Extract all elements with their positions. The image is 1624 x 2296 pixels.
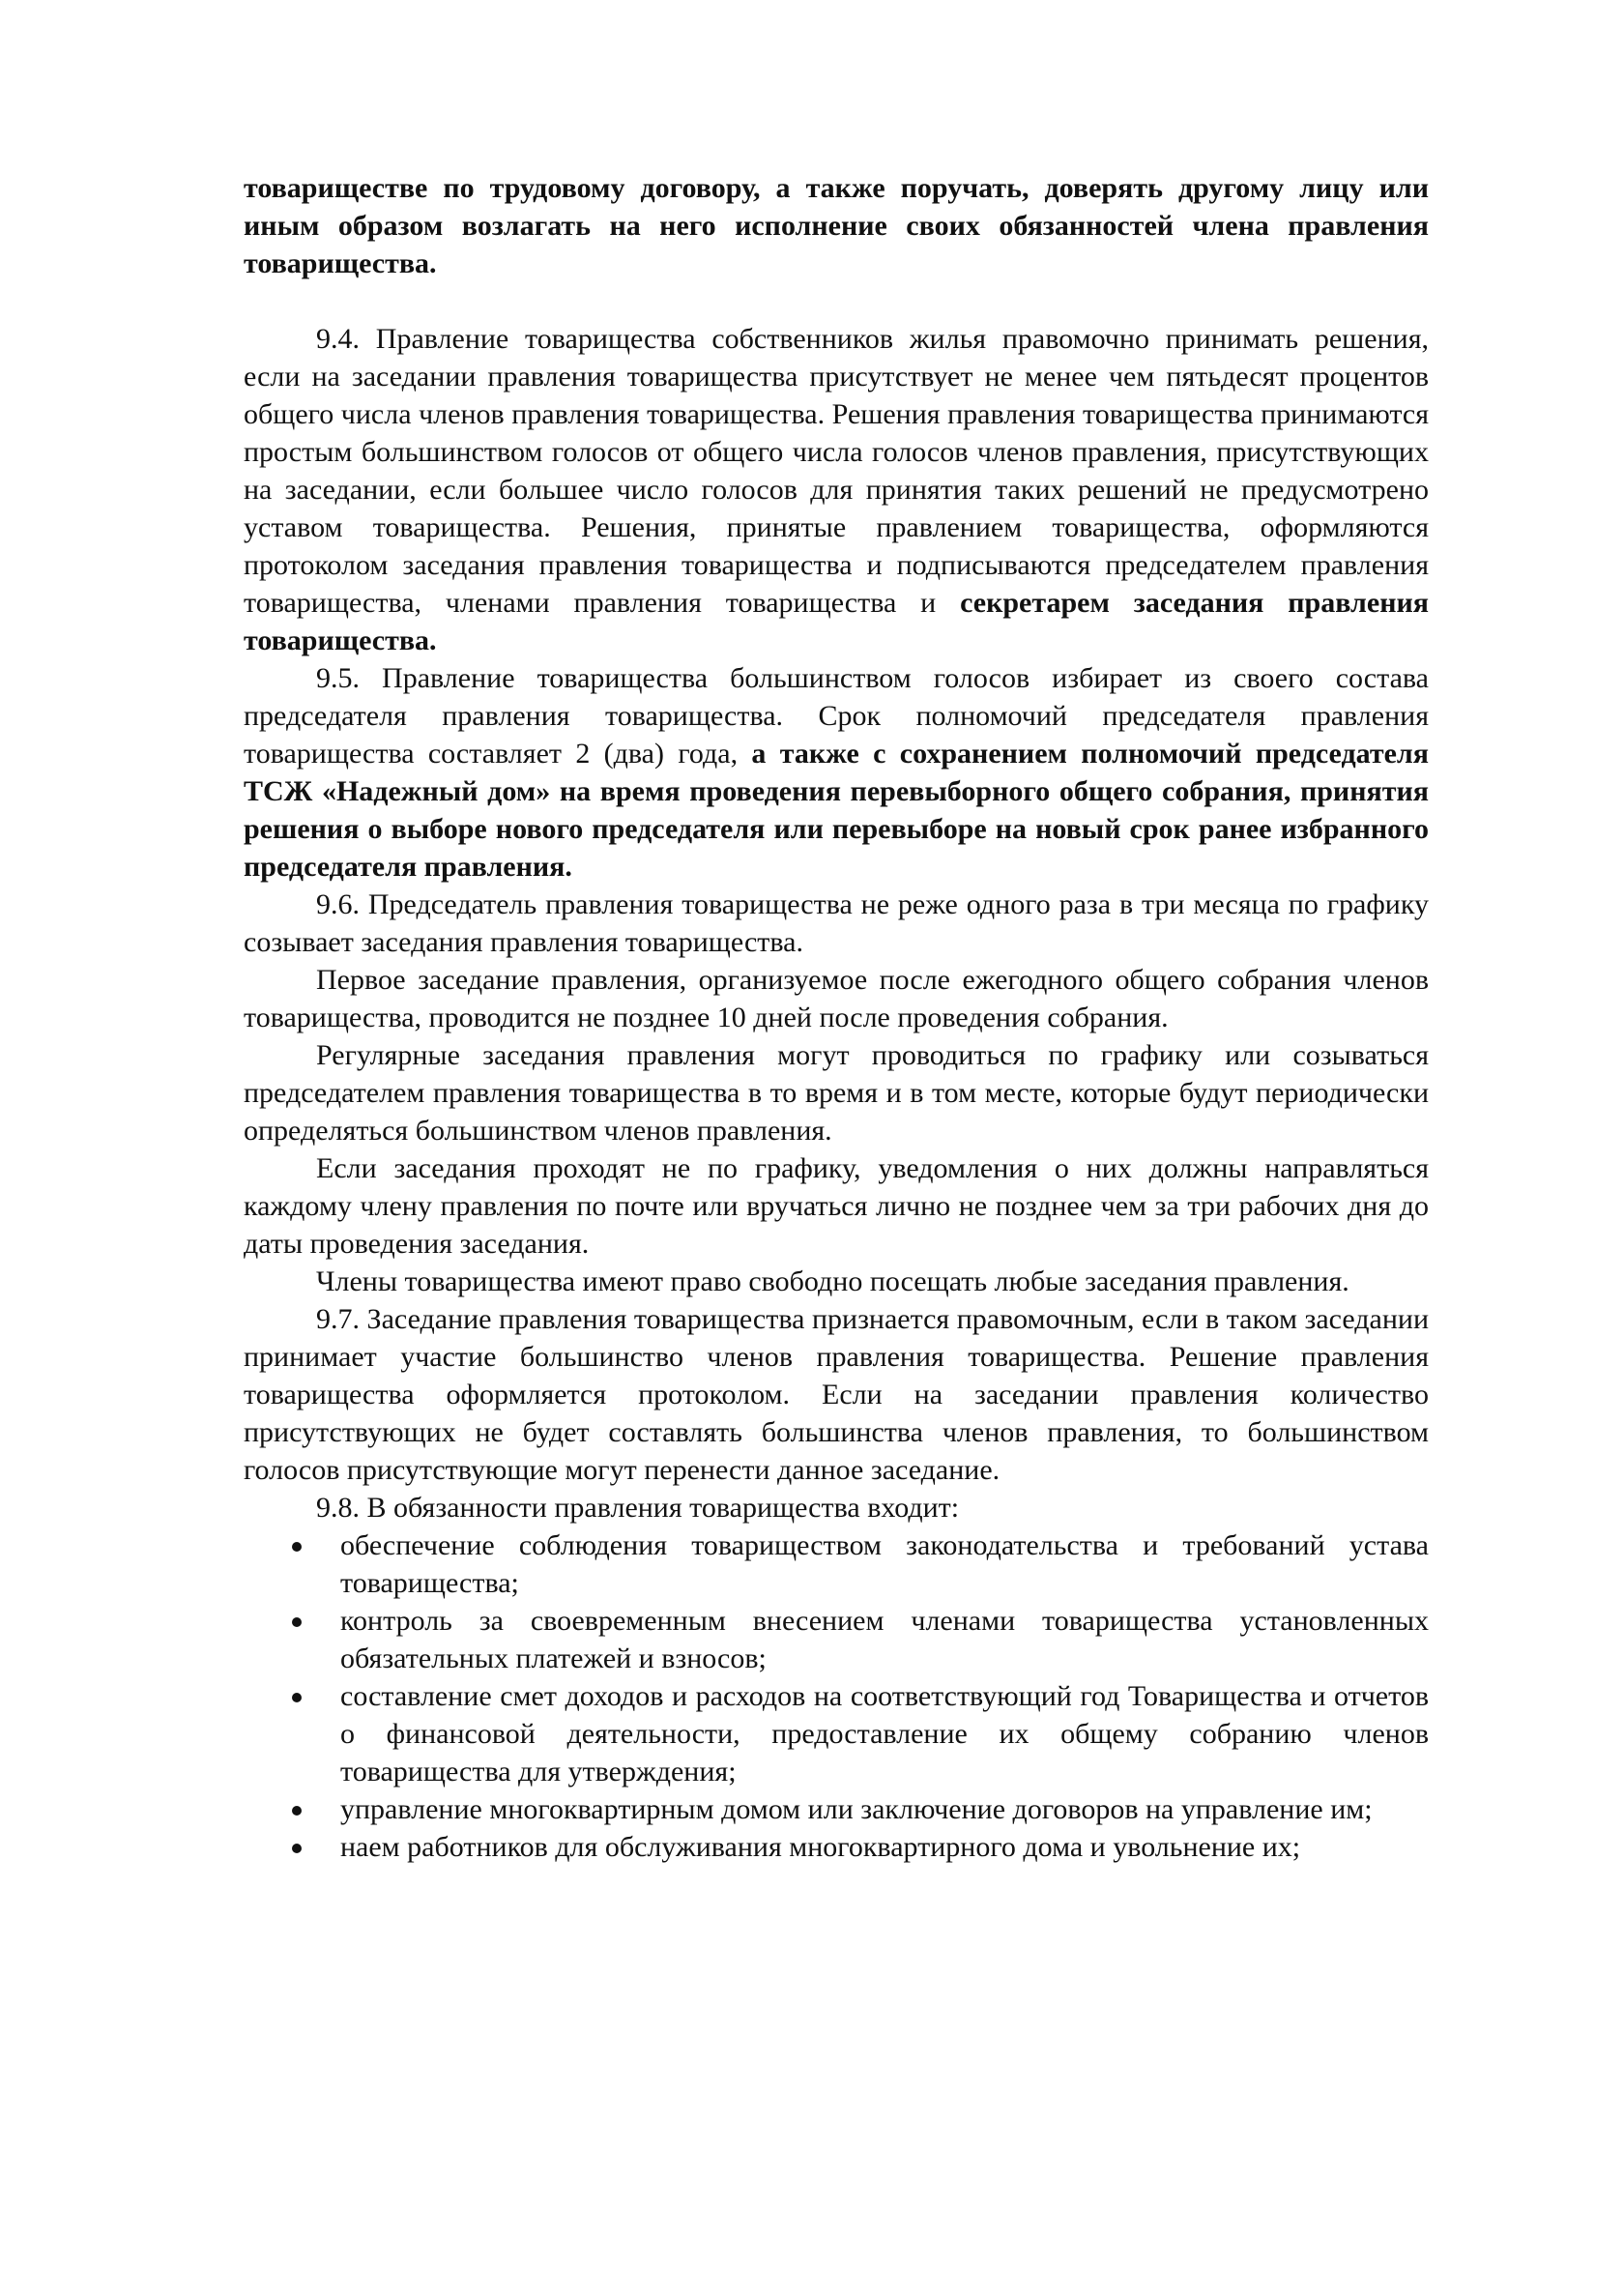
list-item	[244, 1526, 1429, 1602]
list-item-text: составление смет доходов и расходов на соответствующий год Товарищества и отчетов о финансовой деятельности, предоставление их общему собранию членов товарищества для утверждения;	[340, 1680, 1429, 1787]
paragraph-9-5-bold: а также с сохранением полномочий председателя ТСЖ «Надежный дом» на время проведения перевыборного общего собрания, принятия решения о выборе нового председателя или перевыборе на новый срок ранее избранного председателя правления.	[244, 738, 1429, 883]
paragraph-9-5	[244, 659, 1429, 886]
paragraph-regular-meetings: Регулярные заседания правления могут проводиться по графику или созываться председателем правления товарищества в то время и в том месте, которые будут периодически определяться большинством членов правления.	[244, 1039, 1429, 1147]
bullet-icon	[292, 1617, 302, 1627]
bullet-icon	[292, 1693, 302, 1702]
document-body	[244, 169, 1429, 1866]
paragraph-notifications: Если заседания проходят не по графику, уведомления о них должны направляться каждому члену правления по почте или вручаться лично не позднее чем за три рабочих дня до даты проведения заседания.	[244, 1152, 1429, 1260]
paragraph-9-5-text: 9.5. Правление товарищества большинством голосов избирает из своего состава председателя правления товарищества. Срок полномочий председателя правления товарищества составляет 2 (два) года,	[244, 662, 1429, 770]
list-item	[244, 1828, 1429, 1866]
list-item	[244, 1677, 1429, 1790]
paragraph-9-4	[244, 320, 1429, 659]
intro-paragraph: товариществе по трудовому договору, а также поручать, доверять другому лицу или иным образом возлагать на него исполнение своих обязанностей члена правления товарищества.	[244, 172, 1429, 279]
paragraph-9-6: 9.6. Председатель правления товарищества не реже одного раза в три месяца по графику созывает заседания правления товарищества.	[244, 888, 1429, 958]
duties-list	[244, 1526, 1429, 1866]
paragraph-9-8: 9.8. В обязанности правления товарищества входит:	[316, 1492, 960, 1524]
paragraph-9-4-text: 9.4. Правление товарищества собственников жилья правомочно принимать решения, если на заседании правления товарищества присутствует не менее чем пятьдесят процентов общего числа членов правления товарищества. Решения правления товарищества принимаются простым большинством голосов от общего числа голосов членов правления, присутствующих на заседании, если большее число голосов для принятия таких решений не предусмотрено уставом товарищества. Решения, принятые правлением товарищества, оформляются протоколом заседания правления товарищества и подписываются председателем правления товарищества, членами правления товарищества и	[244, 323, 1429, 619]
list-item-text: наем работников для обслуживания многоквартирного дома и увольнение их;	[340, 1831, 1301, 1863]
paragraph-9-7: 9.7. Заседание правления товарищества признается правомочным, если в таком заседании принимает участие большинство членов правления товарищества. Решение правления товарищества оформляется протоколом. Если на заседании правления количество присутствующих не будет составлять большинства членов правления, то большинством голосов присутствующие могут перенести данное заседание.	[244, 1303, 1429, 1486]
bullet-icon	[292, 1844, 302, 1853]
paragraph-9-4-bold: секретарем заседания правления товарищества.	[244, 587, 1429, 656]
list-item-text: обеспечение соблюдения товариществом законодательства и требований устава товарищества;	[340, 1529, 1429, 1599]
list-item	[244, 1790, 1429, 1828]
list-item-text: управление многоквартирным домом или заключение договоров на управление им;	[340, 1793, 1373, 1825]
list-item	[244, 1602, 1429, 1677]
paragraph-members-attendance: Члены товарищества имеют право свободно посещать любые заседания правления.	[316, 1265, 1349, 1297]
paragraph-first-meeting: Первое заседание правления, организуемое после ежегодного общего собрания членов товарищества, проводится не позднее 10 дней после проведения собрания.	[244, 964, 1429, 1033]
list-item-text: контроль за своевременным внесением членами товарищества установленных обязательных платежей и взносов;	[340, 1605, 1429, 1674]
bullet-icon	[292, 1806, 302, 1816]
bullet-icon	[292, 1542, 302, 1552]
